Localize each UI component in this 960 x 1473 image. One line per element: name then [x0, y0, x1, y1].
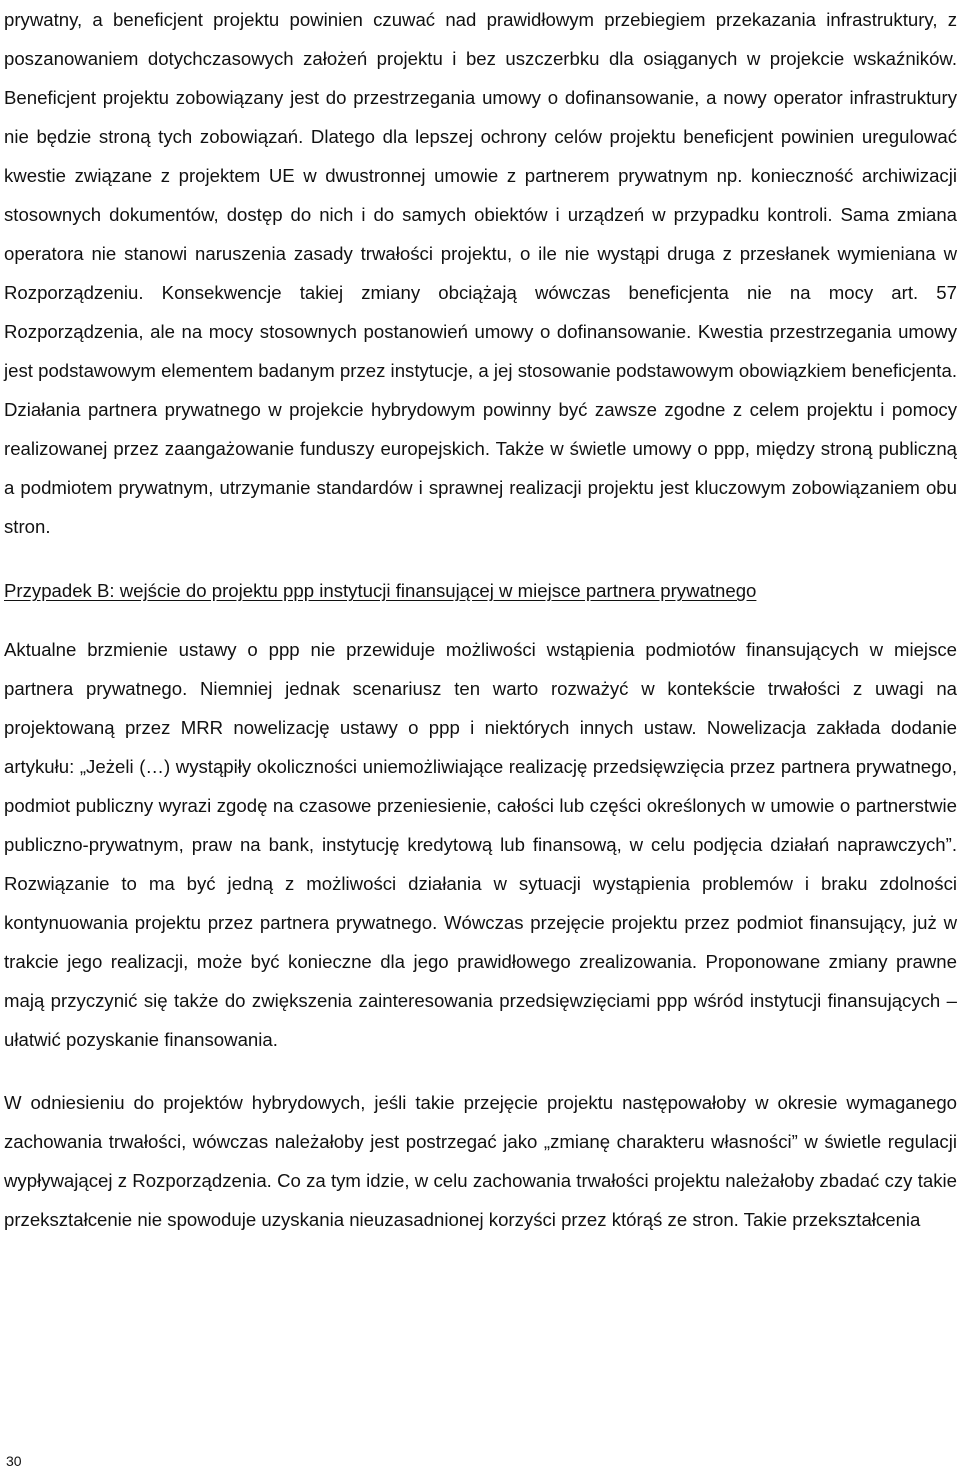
document-page: [4, 0, 957, 1239]
body-paragraph: Aktualne brzmienie ustawy o ppp nie przewiduje możliwości wstąpienia podmiotów finansujących w miejsce partnera prywatnego. Niemniej jednak scenariusz ten warto rozważyć w kontekście trwałości z uwagi na projektowaną przez MRR nowelizację ustawy o ppp i niektórych innych ustaw. Nowelizacja zakłada dodanie artykułu: „Jeżeli (…) wystąpiły okoliczności uniemożliwiające realizację przedsięwzięcia przez partnera prywatnego, podmiot publiczny wyrazi zgodę na czasowe przeniesienie, całości lub części określonych w umowie o partnerstwie publiczno-prywatnym, praw na bank, instytucję kredytową lub finansową, w celu podjęcia działań naprawczych”. Rozwiązanie to ma być jedną z możliwości działania w sytuacji wystąpienia problemów i braku zdolności kontynuowania projektu przez partnera prywatnego. Wówczas przejęcie projektu przez podmiot finansujący, już w trakcie jego realizacji, może być konieczne dla jego prawidłowego zrealizowania. Proponowane zmiany prawne mają przyczynić się także do zwiększenia zainteresowania przedsięwzięciami ppp wśród instytucji finansujących – ułatwić pozyskanie finansowania.: [4, 639, 957, 1050]
section-heading: Przypadek B: wejście do projektu ppp instytucji finansującej w miejsce partnera prywatnego: [4, 580, 757, 601]
body-paragraph: W odniesieniu do projektów hybrydowych, jeśli takie przejęcie projektu następowałoby w okresie wymaganego zachowania trwałości, wówczas należałoby jest postrzegać jako „zmianę charakteru własności” w świetle regulacji wypływającej z Rozporządzenia. Co za tym idzie, w celu zachowania trwałości projektu należałoby zbadać czy takie przekształcenie nie spowoduje uzyskania nieuzasadnionej korzyści przez którąś ze stron. Takie przekształcenia: [4, 1092, 957, 1230]
page-number: 30: [6, 1453, 22, 1469]
body-paragraph: prywatny, a beneficjent projektu powinien czuwać nad prawidłowym przebiegiem przekazania infrastruktury, z poszanowaniem dotychczasowych założeń projektu i bez uszczerbku dla osiąganych w projekcie wskaźników. Beneficjent projektu zobowiązany jest do przestrzegania umowy o dofinansowanie, a nowy operator infrastruktury nie będzie stroną tych zobowiązań. Dlatego dla lepszej ochrony celów projektu beneficjent powinien uregulować kwestie związane z projektem UE w dwustronnej umowie z partnerem prywatnym np. konieczność archiwizacji stosownych dokumentów, dostęp do nich i do samych obiektów i urządzeń w przypadku kontroli. Sama zmiana operatora nie stanowi naruszenia zasady trwałości projektu, o ile nie wystąpi druga z przesłanek wymieniana w Rozporządzeniu. Konsekwencje takiej zmiany obciążają wówczas beneficjenta nie na mocy art. 57 Rozporządzenia, ale na mocy stosownych postanowień umowy o dofinansowanie. Kwestia przestrzegania umowy jest podstawowym elementem badanym przez instytucje, a jej stosowanie podstawowym obowiązkiem beneficjenta. Działania partnera prywatnego w projekcie hybrydowym powinny być zawsze zgodne z celem projektu i pomocy realizowanej przez zaangażowanie funduszy europejskich. Także w świetle umowy o ppp, między stroną publiczną a podmiotem prywatnym, utrzymanie standardów i sprawnej realizacji projektu jest kluczowym zobowiązaniem obu stron.: [4, 9, 957, 537]
